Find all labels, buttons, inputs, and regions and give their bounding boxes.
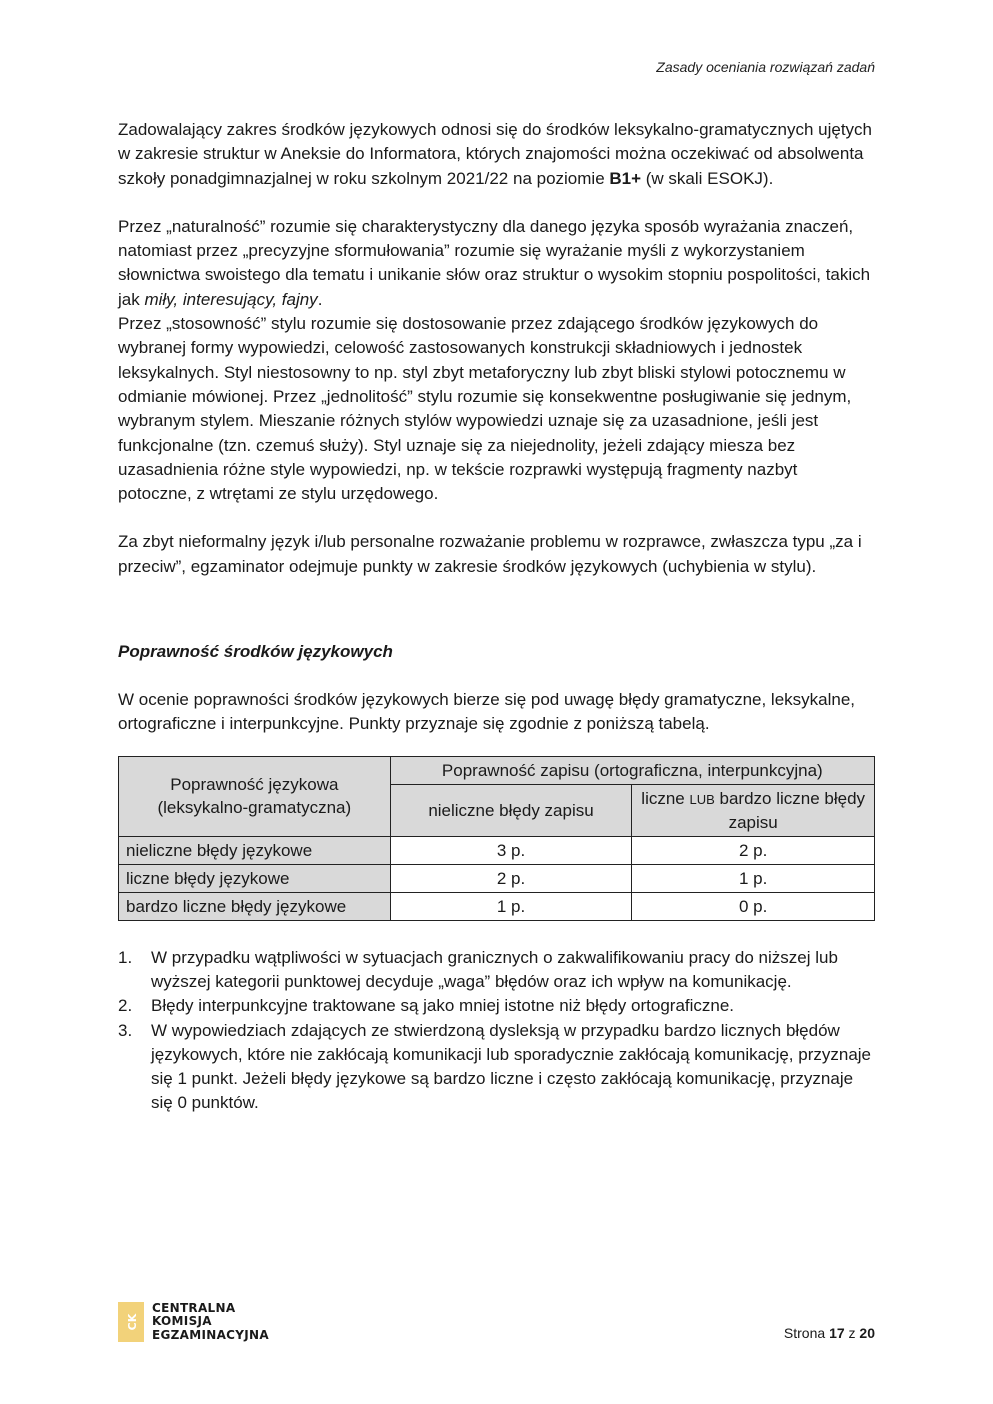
row-value: 1 p. [390,892,632,920]
table-row [119,864,875,892]
page-number [784,1325,875,1341]
examples-italic: miły, interesujący, fajny [144,289,318,309]
row-value: 1 p. [632,864,875,892]
page-separator: z [844,1325,860,1341]
paragraph-text: Przez „naturalność” rozumie się charakterystyczny dla danego języka sposób wyrażania znaczeń, natomiast przez „precyzyjne sformułowania” rozumie się wyrażanie myśli z wykorzystaniem słownictwa swoistego dla tematu i unikanie słów oraz struktur o wysokim stopniu pospolitości, takich jak [118,216,871,309]
logo-text [152,1302,269,1343]
logo-line: CENTRALNA [152,1300,236,1315]
table-col-many-errors [632,784,875,836]
notes-list [118,946,875,1116]
col-text-b: bardzo liczne błędy zapisu [714,788,866,832]
running-header: Zasady oceniania rozwiązań zadań [656,59,875,75]
paragraph-correctness: W ocenie poprawności środków językowych bierze się pod uwagę błędy gramatyczne, leksykalne, ortograficzne i interpunkcyjne. Punkty przyznaje się zgodnie z poniższą tabelą. [118,690,856,734]
row-value: 3 p. [390,836,632,864]
list-number: 1. [118,947,133,967]
row-label: nieliczne błędy językowe [119,836,391,864]
row-label: bardzo liczne błędy językowe [119,892,391,920]
paragraph-tail: (w skali ESOKJ). [641,168,774,188]
table-row-header: Poprawność językowa (leksykalno-gramatyczna) [119,756,391,836]
paragraph-style: Przez „stosowność” stylu rozumie się dostosowanie przez zdającego środków językowych do wybranej formy wypowiedzi, celowość zastosowanych konstrukcji składniowych i jednostek leksykalnych. Styl niestosowny to np. styl zbyt metaforyczny lub zbyt bliski stylowi potocznemu w odmianie mówionej. Przez „jednolitość” stylu rozumie się konsekwentne posługiwanie się jednym, wybranym stylem. Mieszanie różnych stylów wypowiedzi uznaje się za uzasadnione, jeśli jest funkcjonalne (tzn. czemuś służy). Styl uznaje się za niejednolity, jeżeli zdający miesza bez uzasadnienia różne style wypowiedzi, np. w tekście rozprawki występują fragmenty nazbyt potoczne, z wtrętami ze stylu urzędowego. [118,314,852,504]
table-row [119,892,875,920]
list-number: 2. [118,996,133,1016]
row-value: 2 p. [632,836,875,864]
level-b1plus: B1+ [609,168,642,188]
section-title: Poprawność środków językowych [118,642,393,662]
table-row [119,836,875,864]
paragraph-naturalness [118,215,875,312]
list-text: W przypadku wątpliwości w sytuacjach granicznych o zakwalifikowaniu pracy do niższej lub wyższej kategorii punktowej decyduje „waga” błędów oraz ich wpływ na komunikację. [151,947,838,991]
logo-mark-text: CK [126,1313,139,1331]
paragraph-text: Zadowalający zakres środków językowych odnosi się do środków leksykalno-gramatycznych ujętych w zakresie struktur w Aneksie do Informatora, których znajomości można oczekiwać od absolwenta szkoły ponadgimnazjalnej w roku szkolnym 2021/22 na poziomie [118,120,872,188]
paragraph-language-range [118,118,875,191]
row-value: 2 p. [390,864,632,892]
page-content [118,118,875,1116]
row-value: 0 p. [632,892,875,920]
col-text-a: liczne [641,788,690,808]
table-col-group: Poprawność zapisu (ortograficzna, interpunkcyjna) [390,756,874,784]
list-item [118,994,875,1018]
current-page: 17 [829,1325,845,1341]
list-text: W wypowiedziach zdających ze stwierdzoną dysleksją w przypadku bardzo licznych błędów językowych, które nie zakłócają komunikacji lub sporadycznie zakłócają komunikację, przyznaje się 1 punkt. Jeżeli błędy językowe są bardzo liczne i często zakłócają komunikację, przyznaje się 0 punktów. [151,1020,872,1113]
total-pages: 20 [859,1325,875,1341]
list-text: Błędy interpunkcyjne traktowane są jako mniej istotne niż błędy ortograficzne. [151,996,735,1016]
logo-line: EGZAMINACYJNA [152,1327,269,1342]
cke-logo-icon [118,1302,144,1342]
page-prefix: Strona [783,1325,830,1341]
paragraph-informal: Za zbyt nieformalny język i/lub personalne rozważanie problemu w rozprawce, zwłaszcza typu „za i przeciw”, egzaminator odejmuje punkty w zakresie środków językowych (uchybienia w stylu). [118,532,862,576]
list-number: 3. [118,1020,133,1040]
scoring-table [118,756,875,921]
logo-line: KOMISJA [152,1314,212,1329]
list-item [118,1019,875,1116]
cke-logo [118,1300,269,1344]
list-item [118,946,875,995]
table-col-few-errors: nieliczne błędy zapisu [390,784,632,836]
row-label: liczne błędy językowe [119,864,391,892]
col-text-lub: LUB [689,791,715,807]
paragraph-tail: . [317,289,323,309]
